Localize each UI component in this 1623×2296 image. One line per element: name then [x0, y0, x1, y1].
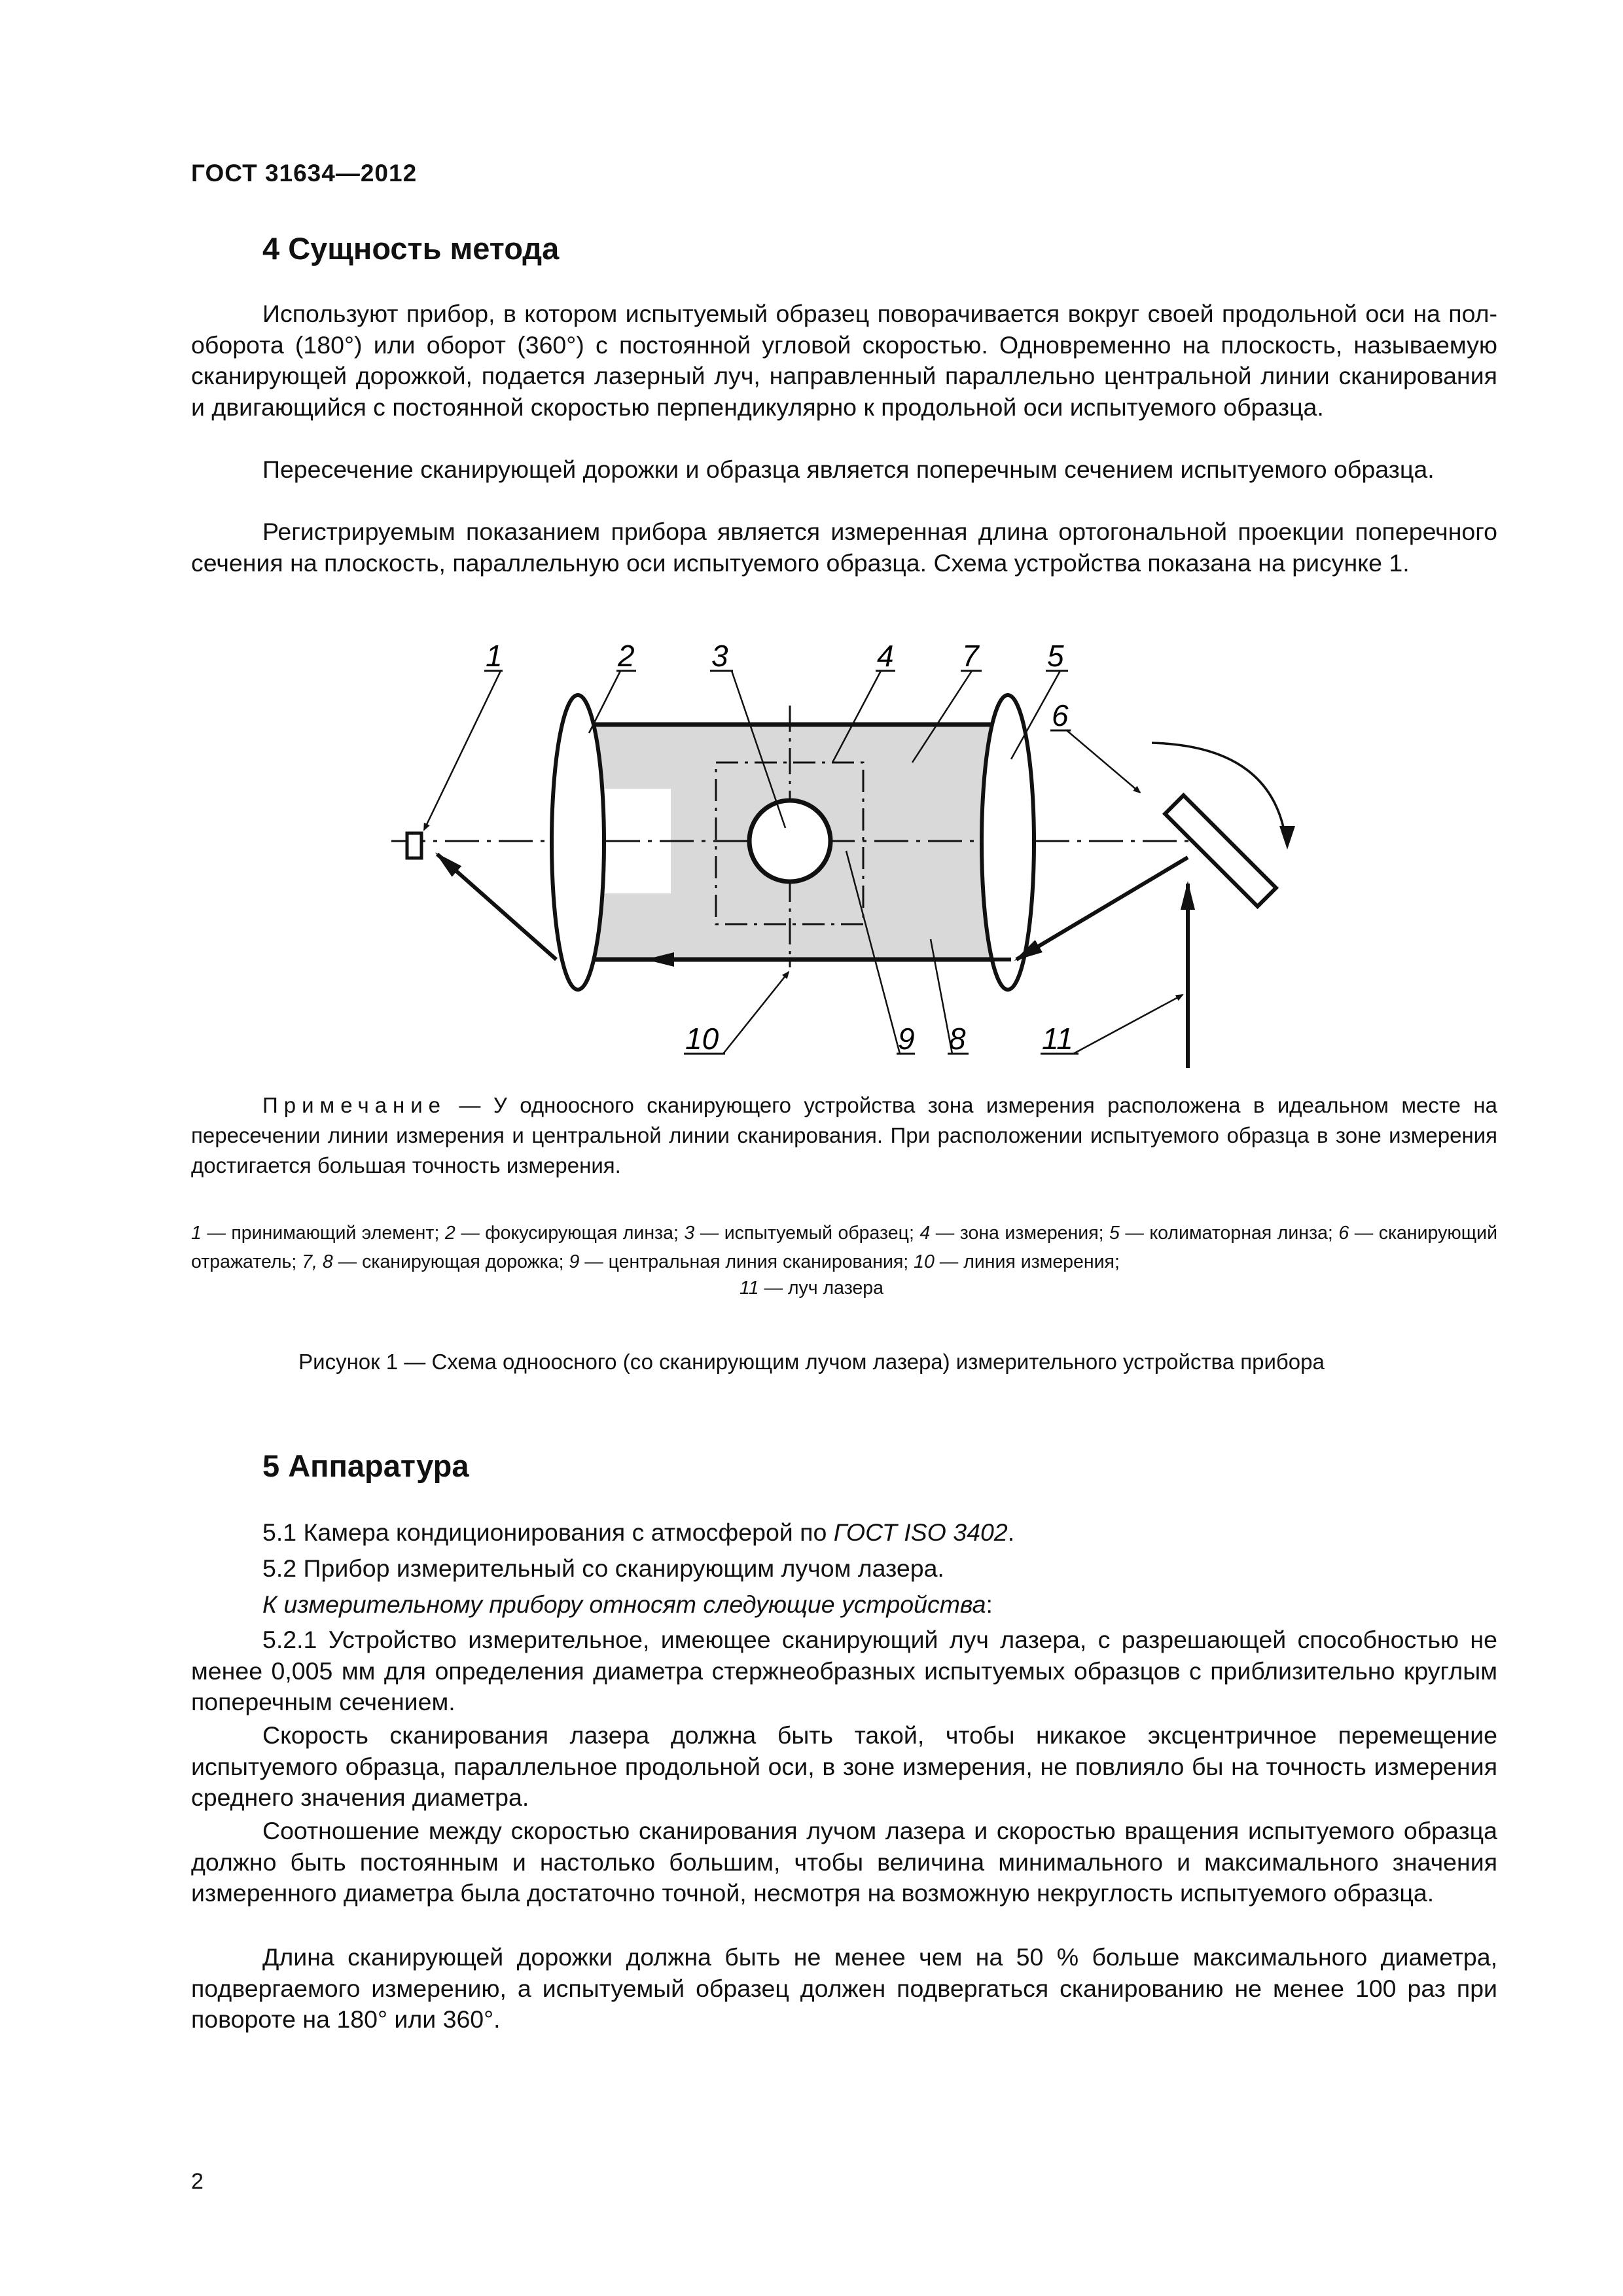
- legend-item: 10 — линия измерения;: [914, 1251, 1120, 1272]
- rotation-arrow: [1152, 743, 1286, 841]
- figure-1-diagram: [0, 622, 1623, 1073]
- label-6: 6: [1052, 698, 1069, 732]
- figure-caption: Рисунок 1 — Схема одноосного (со сканирующим лучом лазера) измерительного устройства прибора: [298, 1350, 1325, 1374]
- item-5-2: 5.2 Прибор измерительный со сканирующим лучом лазера.: [262, 1554, 944, 1582]
- note-label: Примечание: [262, 1093, 447, 1117]
- item-5-2-1: 5.2.1 Устройство измерительное, имеющее сканирующий луч лазера, с разрешающей способностью не менее 0,005 мм для определения диаметра стержнеобразных испытуемых образцов с приблизительно круглым поперечным сечением.: [191, 1626, 1497, 1715]
- label-9: 9: [898, 1022, 915, 1056]
- legend-item: 7, 8 — сканирующая дорожка;: [302, 1251, 569, 1272]
- legend-item: 2 — фокусирующая линза;: [444, 1223, 685, 1244]
- section-4-paragraph-2: Пересечение сканирующей дорожки и образца является поперечным сечением испытуемого образца.: [262, 456, 1435, 483]
- paragraph-track-length: Длина сканирующей дорожки должна быть не менее чем на 50 % больше максимального диаметра, подвергаемого измерению, а испытуемый образец должен подвергаться сканированию не менее 100 раз при повороте на 180° или 360°.: [191, 1943, 1497, 2033]
- receiving-element: [407, 833, 421, 858]
- gost-iso-reference: ГОСТ ISO 3402: [833, 1518, 1008, 1546]
- label-2: 2: [618, 639, 635, 673]
- section-4-title: 4 Сущность метода: [262, 231, 560, 266]
- label-3: 3: [711, 639, 728, 673]
- legend-item-laser-beam: 11 — луч лазера: [739, 1278, 884, 1299]
- paragraph-speed-ratio: Соотношение между скоростью сканирования лучом лазера и скоростью вращения испытуемого образца должно быть постоянным и настолько большим, чтобы величина минимального и максимального значения измеренного диаметра была достаточно точной, несмотря на возможную некруглость испытуемого образца.: [191, 1817, 1497, 1907]
- note-text: — У одноосного сканирующего устройства зона измерения расположена в идеальном месте на пересечении линии измерения и центральной линии сканирования. При расположении испытуемого образца в зоне измерения достигается большая точность измерения.: [191, 1093, 1497, 1177]
- legend-item: 5 — колиматорная линза;: [1109, 1223, 1339, 1244]
- page-number: 2: [191, 2169, 204, 2194]
- legend-item: 4 — зона измерения;: [919, 1223, 1110, 1244]
- collimator-lens: [982, 695, 1034, 990]
- label-5: 5: [1047, 639, 1064, 673]
- specimen-circle: [749, 800, 830, 882]
- label-11: 11: [1042, 1022, 1073, 1056]
- legend-item: 1 — принимающий элемент;: [191, 1223, 445, 1244]
- label-1: 1: [486, 639, 503, 673]
- scanning-reflector: [1165, 795, 1276, 906]
- section-4-paragraph-3: Регистрируемым показанием прибора является измеренная длина ортогональной проекции поперечного сечения на плоскость, параллельную оси испытуемого образца. Схема устройства показана на рисунке 1.: [191, 518, 1497, 577]
- label-10: 10: [685, 1022, 719, 1056]
- legend-item: 9 — центральная линия сканирования;: [569, 1251, 914, 1272]
- label-8: 8: [949, 1022, 966, 1056]
- devices-intro: К измерительному прибору относят следующие устройства:: [262, 1590, 993, 1618]
- section-5-title: 5 Аппаратура: [262, 1448, 469, 1483]
- document-code: ГОСТ 31634—2012: [191, 160, 418, 187]
- figure-note: [191, 1090, 1497, 1181]
- label-4: 4: [877, 639, 894, 673]
- figure-legend: [191, 1219, 1497, 1276]
- paragraph-scan-speed: Скорость сканирования лазера должна быть такой, чтобы никакое эксцентричное перемещение испытуемого образца, параллельное продольной оси, в зоне измерения, не повлияло бы на точность измерения среднего значения диаметра.: [191, 1721, 1497, 1811]
- legend-item: 6 — сканирующий отражатель;: [191, 1223, 1497, 1272]
- focusing-lens: [552, 695, 604, 990]
- item-5-1: 5.1 Камера кондиционирования с атмосферой по ГОСТ ISO 3402.: [262, 1518, 1015, 1546]
- section-4-paragraph-1: Используют прибор, в котором испытуемый образец поворачивается вокруг своей продольной оси на пол-оборота (180°) или оборот (360°) с постоянной угловой скоростью. Одновременно на плоскость, называемую сканирующей дорожкой, подается лазерный луч, направленный параллельно центральной линии сканирования и двигающийся с постоянной скоростью перпендикулярно к продольной оси испытуемого образца.: [191, 300, 1497, 421]
- label-7: 7: [962, 639, 979, 673]
- legend-item: 3 — испытуемый образец;: [684, 1223, 920, 1244]
